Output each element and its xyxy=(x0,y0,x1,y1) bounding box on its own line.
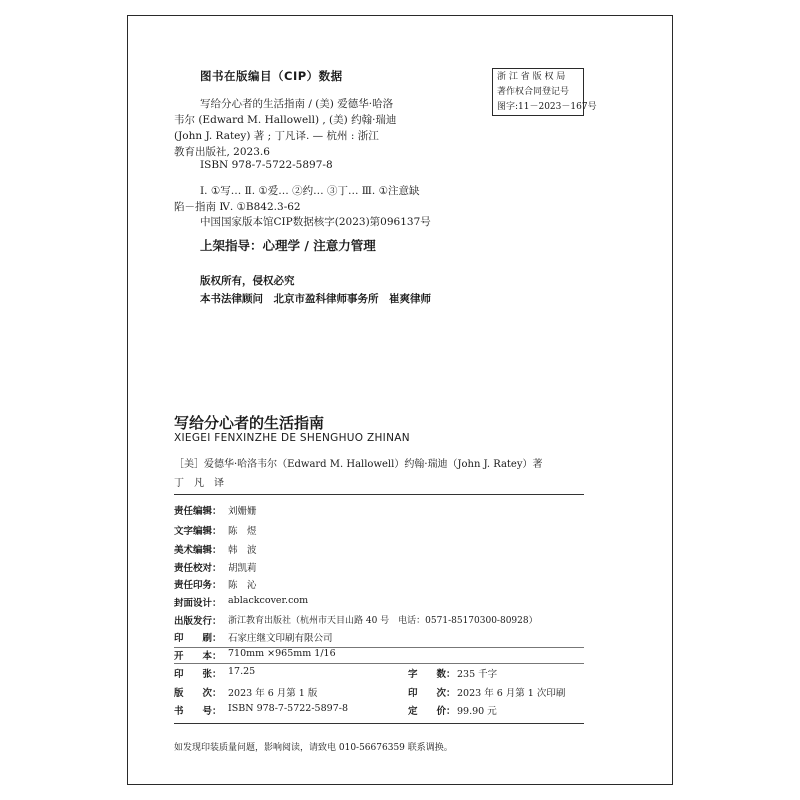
spec-label: 印 次： xyxy=(408,688,456,699)
cip-classification-1: Ⅰ. ①写… Ⅱ. ①爱… ②约… ③丁… Ⅲ. ①注意缺 xyxy=(200,185,420,197)
spec-value: 17.25 xyxy=(228,666,256,677)
credit-row xyxy=(174,613,584,629)
divider-top xyxy=(174,494,584,495)
credit-row xyxy=(174,577,584,593)
credit-value: 陈 煜 xyxy=(228,526,257,537)
spec-row xyxy=(174,630,584,646)
credit-value: 刘姗姗 xyxy=(228,506,257,517)
spec-label: 印 张： xyxy=(174,669,222,680)
credit-label: 封面设计： xyxy=(174,598,222,609)
spec-row xyxy=(174,685,584,701)
credit-label: 责任印务： xyxy=(174,580,222,591)
spec-value: ISBN 978-7-5722-5897-8 xyxy=(228,703,348,714)
cip-line-4: 教育出版社, 2023.6 xyxy=(174,146,270,158)
credit-value: 浙江教育出版社（杭州市天目山路 40 号 电话：0571-85170300-80928） xyxy=(228,616,538,626)
cip-approval-number: 中国国家版本馆CIP数据核字(2023)第096137号 xyxy=(200,216,431,228)
divider-bottom xyxy=(174,723,584,724)
credit-row xyxy=(174,503,584,519)
rights-statement: 版权所有，侵权必究 xyxy=(200,275,295,287)
cip-line-1: 写给分心者的生活指南 / (美) 爱德华·哈洛 xyxy=(200,98,394,110)
book-translator: 丁 凡 译 xyxy=(174,478,224,489)
legal-counsel: 本书法律顾问 北京市盈科律师事务所 崔爽律师 xyxy=(200,293,431,305)
copyright-registration-box xyxy=(492,68,597,116)
spec-value: 2023 年 6 月第 1 次印刷 xyxy=(457,688,566,699)
credit-value: 陈 沁 xyxy=(228,580,257,591)
cip-classification-2: 陷－指南 Ⅳ. ①B842.3-62 xyxy=(174,201,301,213)
cip-isbn: ISBN 978-7-5722-5897-8 xyxy=(200,159,333,171)
book-authors: ［美］爱德华·哈洛韦尔（Edward M. Hallowell）约翰·瑞迪（John J. Ratey）著 xyxy=(174,459,543,470)
spec-label: 印 刷： xyxy=(174,633,222,644)
spec-row xyxy=(174,648,584,664)
credit-value: ablackcover.com xyxy=(228,595,309,606)
credit-row xyxy=(174,560,584,576)
registration-line-1: 浙 江 省 版 权 局 xyxy=(497,72,566,82)
credit-label: 美术编辑： xyxy=(174,545,222,556)
divider xyxy=(174,663,584,664)
spec-label: 定 价： xyxy=(408,706,456,717)
credit-label: 责任校对： xyxy=(174,563,222,574)
credit-label: 文字编辑： xyxy=(174,526,222,537)
shelf-guide: 上架指导：心理学 / 注意力管理 xyxy=(200,238,376,253)
book-title-pinyin: XIEGEI FENXINZHE DE SHENGHUO ZHINAN xyxy=(174,432,410,444)
spec-label: 书 号： xyxy=(174,706,222,717)
credit-label: 出版发行： xyxy=(174,616,222,627)
credit-value: 韩 波 xyxy=(228,545,257,556)
cip-line-2: 韦尔 (Edward M. Hallowell) , (美) 约翰·瑞迪 xyxy=(174,114,397,126)
cip-line-3: (John J. Ratey) 著 ; 丁凡译. — 杭州 : 浙江 xyxy=(174,130,379,142)
quality-notice: 如发现印装质量问题，影响阅读，请致电 010-56676359 联系调换。 xyxy=(174,743,453,753)
spec-label: 开 本： xyxy=(174,651,222,662)
credit-label: 责任编辑： xyxy=(174,506,222,517)
spec-row xyxy=(174,703,584,719)
book-title: 写给分心者的生活指南 xyxy=(174,414,325,432)
spec-value: 2023 年 6 月第 1 版 xyxy=(228,688,318,699)
registration-line-2: 著作权合同登记号 xyxy=(497,87,570,97)
registration-line-3: 图字:11－2023－167号 xyxy=(497,102,597,112)
credit-value: 胡凯莉 xyxy=(228,563,257,574)
spec-value: 99.90 元 xyxy=(457,706,497,717)
spec-value: 235 千字 xyxy=(457,669,498,680)
spec-value: 石家庄继文印刷有限公司 xyxy=(228,633,333,644)
credit-row xyxy=(174,595,584,611)
spec-label: 字 数： xyxy=(408,669,456,680)
cip-title: 图书在版编目（CIP）数据 xyxy=(200,69,343,83)
spec-label: 版 次： xyxy=(174,688,222,699)
credit-row xyxy=(174,523,584,539)
spec-row xyxy=(174,666,584,682)
credit-row xyxy=(174,542,584,558)
spec-value: 710mm ×965mm 1/16 xyxy=(228,648,336,659)
